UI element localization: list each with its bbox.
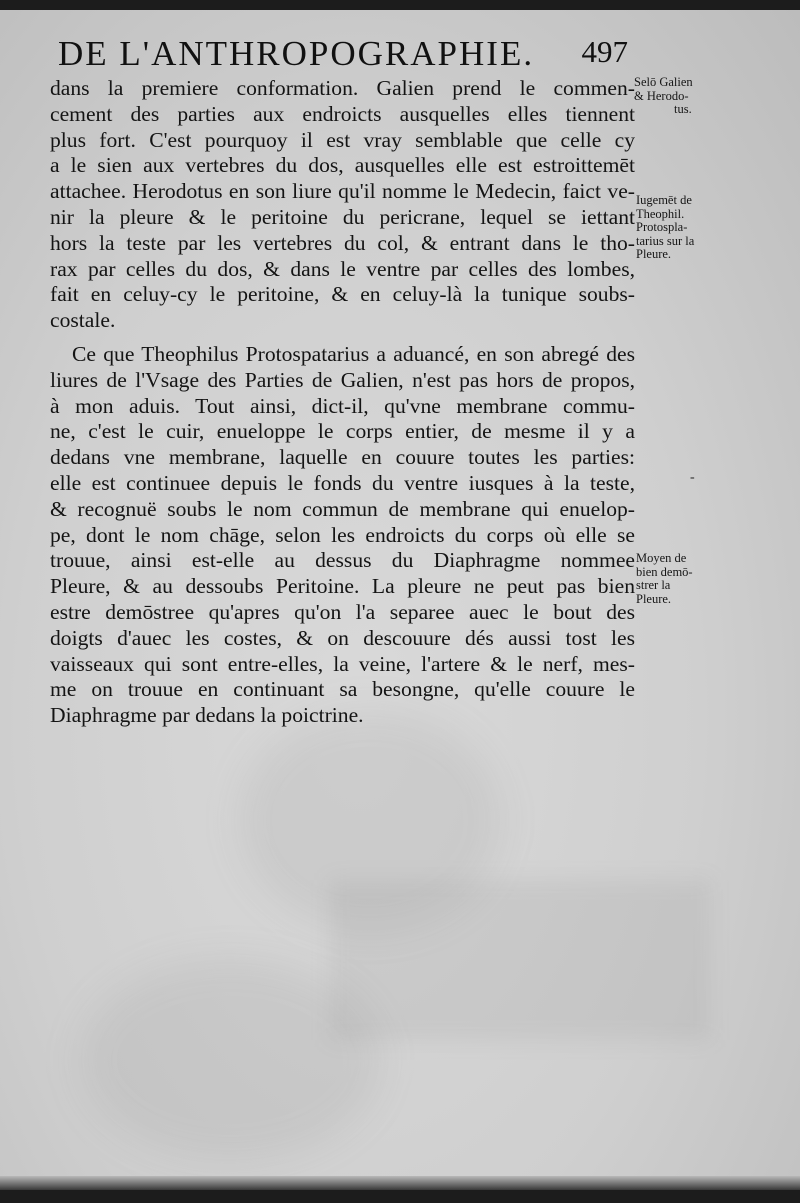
marginal-note-line: bien demō- [636,564,693,579]
marginal-note-line: Protospla- [636,220,688,234]
text-line: a le sien aux vertebres du dos, ausquelles elle est estroittemēt [50,153,635,178]
text-line: ne, c'est le cuir, enueloppe le corps entier, de mesme il y a [50,419,635,444]
text-line: nir la pleure & le peritoine du pericrane, lequel se iettant [50,204,635,229]
marginal-mark: - [690,470,695,485]
text-line: Ce que Theophilus Protospatarius a aduancé, en son abregé des [72,341,635,366]
text-line: dedans vne membrane, laquelle en couure toutes les parties: [50,445,635,470]
text-line: elle est continuee depuis le fonds du ventre iusques à la teste, [50,470,635,495]
marginal-note-line: Pleure. [636,591,672,606]
text-line: Diaphragme par dedans la poictrine. [50,703,364,728]
marginal-note-line: Moyen de [636,551,687,565]
marginal-note-line: Theophil. [636,206,685,221]
text-line: trouue, ainsi est-elle au dessus du Diaphragme nommee [50,548,635,573]
marginal-note-line: tus. [674,102,692,116]
running-head [58,34,628,78]
marginal-note-line: strer la [636,578,671,592]
text-line: costale. [50,308,116,333]
text-line: plus fort. C'est pourquoy il est vray semblable que celle cy [50,127,635,152]
text-line: me on trouue en continuant sa besongne, qu'elle couure le [50,677,635,702]
running-head-title: DE L'ANTHROPOGRAPHIE. [58,34,535,73]
marginal-note-line: Selō Galien [634,75,693,89]
text-line: Pleure, & au dessoubs Peritoine. La pleure ne peut pas bien [50,574,635,599]
text-line: doigts d'auec les costes, & on descouure dés aussi tost les [50,625,635,650]
text-line: fait en celuy-cy le peritoine, & en celuy-là la tunique soubs- [50,282,635,307]
text-line: dans la premiere conformation. Galien prend le commen- [50,76,635,100]
page-number: 497 [581,34,628,69]
page-edge [0,1176,800,1190]
text-line: rax par celles du dos, & dans le ventre par celles des lombes, [50,256,635,281]
paragraph-gap [50,334,635,342]
text-line: vaisseaux qui sont entre-elles, la veine, l'artere & le nerf, mes- [50,651,635,676]
marginal-note [636,552,693,606]
book-page [0,10,800,1190]
marginal-note-line: Iugemēt de [636,193,692,207]
text-line: liures de l'Vsage des Parties de Galien, n'est pas hors de propos, [50,367,635,392]
text-line: hors la teste par les vertebres du col, & entrant dans le tho- [50,230,635,255]
text-line: & recognuë soubs le nom commun de membrane qui enuelop- [50,496,635,521]
marginal-note [636,194,694,262]
marginal-note [634,76,693,117]
text-line: attachee. Herodotus en son liure qu'il nomme le Medecin, faict ve- [50,179,635,204]
text-line: estre demōstree qu'apres qu'on l'a separee auec le bout des [50,599,635,624]
show-through-text [330,880,710,1040]
text-line: pe, dont le nom chāge, selon les endroicts du corps où elle se [50,522,635,547]
marginal-note-line: tarius sur la [636,233,695,248]
text-line: cement des parties aux endroicts ausquelles elles tiennent [50,101,635,126]
text-line: à mon aduis. Tout ainsi, dict-il, qu'vne membrane commu- [50,393,635,418]
marginal-note-line: Pleure. [636,247,672,261]
marginal-note-line: & Herodo- [634,88,689,103]
body-text [50,76,635,729]
